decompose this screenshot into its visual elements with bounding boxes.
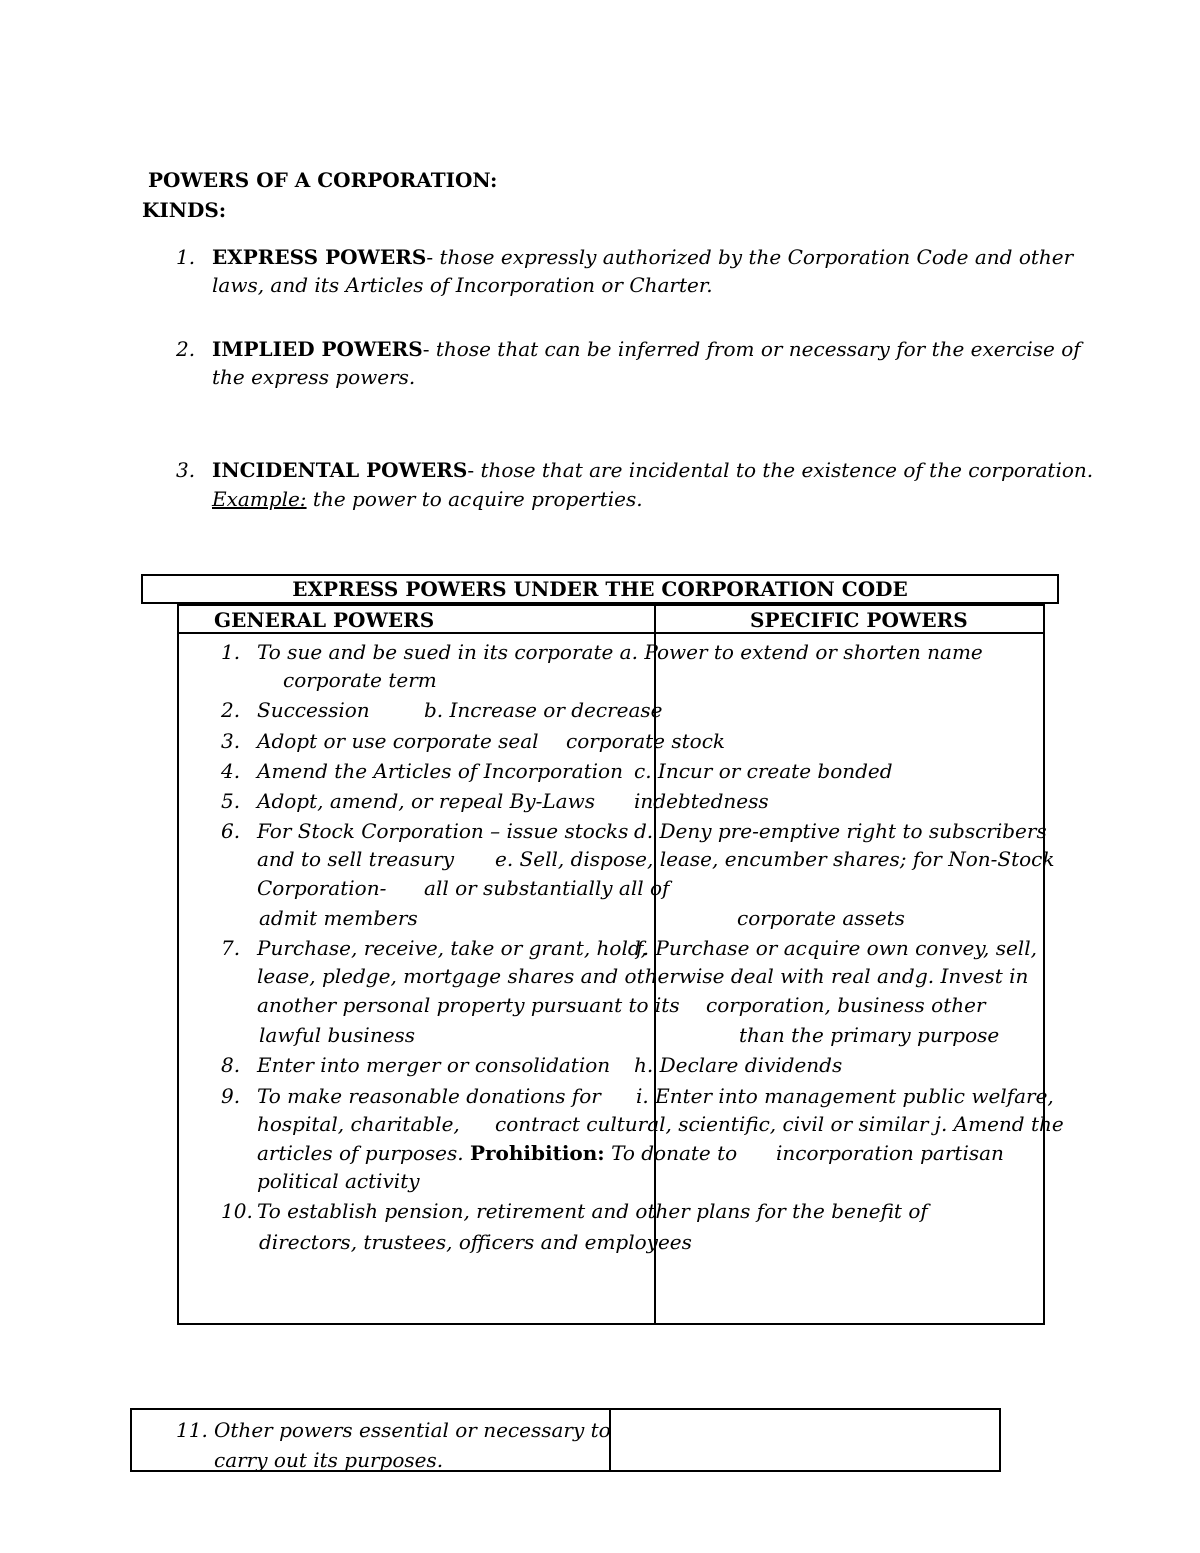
table-line-part: To donate to <box>611 1141 738 1165</box>
list-number: 3. <box>176 458 196 482</box>
list-number: 3. <box>221 729 241 753</box>
list-item <box>212 247 1073 267</box>
table-line: f. Purchase or acquire own convey, sell, <box>636 936 1037 960</box>
list-number: 1. <box>221 640 241 664</box>
table-line: carry out its purposes. <box>214 1448 444 1472</box>
example-text: the power to acquire properties. <box>312 487 643 511</box>
table-line: incorporation partisan <box>776 1141 1004 1165</box>
table-line: b. Increase or decrease <box>424 698 663 722</box>
list-number: 6. <box>221 819 241 843</box>
table-line: d. Deny pre-emptive right to subscribers <box>634 819 1047 843</box>
kind-definition-cont: the express powers. <box>212 365 416 389</box>
table-line: Other powers essential or necessary to <box>214 1418 611 1442</box>
table-line: political activity <box>257 1169 420 1193</box>
table-line: admit members <box>259 906 418 930</box>
kind-definition: those expressly authorized by the Corporation Code and other <box>439 245 1074 269</box>
table-line: Adopt or use corporate seal <box>257 729 539 753</box>
list-number: 10. <box>221 1199 253 1223</box>
table-title: EXPRESS POWERS UNDER THE CORPORATION CODE <box>292 577 908 601</box>
column-header-specific: SPECIFIC POWERS <box>750 608 968 632</box>
list-item <box>212 339 1081 359</box>
list-number: 2. <box>221 698 241 722</box>
table-line: h. Declare dividends <box>634 1053 843 1077</box>
kind-separator: - <box>467 458 475 482</box>
table-line: Purchase, receive, take or grant, hold, <box>257 936 648 960</box>
table-line: For Stock Corporation – issue stocks <box>257 819 629 843</box>
kind-definition-cont: laws, and its Articles of Incorporation or Charter. <box>212 273 713 297</box>
table-line: corporate term <box>283 668 437 692</box>
kind-separator: - <box>426 245 434 269</box>
table-line: To sue and be sued in its corporate a. Power to extend or shorten name <box>257 640 983 664</box>
table-line: corporate assets <box>737 906 905 930</box>
table-line: i. Enter into management public welfare, <box>636 1084 1054 1108</box>
table-line: lease, pledge, mortgage shares and otherwise deal with real and <box>257 964 915 988</box>
table-line <box>257 1143 737 1163</box>
table-line: c. Incur or create bonded <box>634 759 893 783</box>
kind-definition: those that are incidental to the existence of the corporation. <box>480 458 1094 482</box>
table-line: e. Sell, dispose, lease, encumber shares; for Non-Stock <box>495 847 1055 871</box>
table-line: and to sell treasury <box>257 847 455 871</box>
list-number: 2. <box>176 337 196 361</box>
list-item <box>212 460 1093 480</box>
kind-term: IMPLIED POWERS <box>212 337 423 361</box>
list-number: 8. <box>221 1053 241 1077</box>
kind-separator: - <box>422 337 430 361</box>
table-line: Succession <box>257 698 370 722</box>
kinds-label: KINDS: <box>142 198 227 222</box>
list-number: 11. <box>176 1418 208 1442</box>
table-line: another personal property pursuant to its <box>257 993 680 1017</box>
kind-term: EXPRESS POWERS <box>212 245 427 269</box>
table-line: Corporation- <box>257 876 387 900</box>
table-line: To make reasonable donations for <box>257 1084 601 1108</box>
list-number: 1. <box>176 245 196 269</box>
column-header-general: GENERAL POWERS <box>214 608 435 632</box>
table-line: Amend the Articles of Incorporation <box>257 759 623 783</box>
table-line: than the primary purpose <box>739 1023 1000 1047</box>
list-number: 5. <box>221 789 241 813</box>
table-line: corporation, business other <box>706 993 986 1017</box>
table-line: Enter into merger or consolidation <box>257 1053 611 1077</box>
kind-term: INCIDENTAL POWERS <box>212 458 468 482</box>
list-number: 9. <box>221 1084 241 1108</box>
table-line: g. Invest in <box>915 964 1029 988</box>
list-number: 7. <box>221 936 241 960</box>
table-line: directors, trustees, officers and employees <box>259 1230 692 1254</box>
table-line: lawful business <box>259 1023 416 1047</box>
table-line: hospital, charitable, <box>257 1112 460 1136</box>
example-label: Example: <box>212 487 307 511</box>
prohibition-label: Prohibition: <box>469 1141 605 1165</box>
page-title: POWERS OF A CORPORATION: <box>148 168 498 192</box>
table-line-part: articles of purposes. <box>257 1141 464 1165</box>
header-divider <box>177 632 1045 634</box>
table-line: Adopt, amend, or repeal By-Laws <box>257 789 595 813</box>
table-line: corporate stock <box>566 729 726 753</box>
kind-example <box>212 489 643 509</box>
table-line: contract cultural, scientific, civil or similar j. Amend the <box>495 1112 1064 1136</box>
table-line: To establish pension, retirement and other plans for the benefit of <box>257 1199 928 1223</box>
table-line: indebtedness <box>634 789 769 813</box>
kind-definition: those that can be inferred from or necessary for the exercise of <box>435 337 1081 361</box>
table-line: all or substantially all of <box>424 876 670 900</box>
list-number: 4. <box>221 759 241 783</box>
